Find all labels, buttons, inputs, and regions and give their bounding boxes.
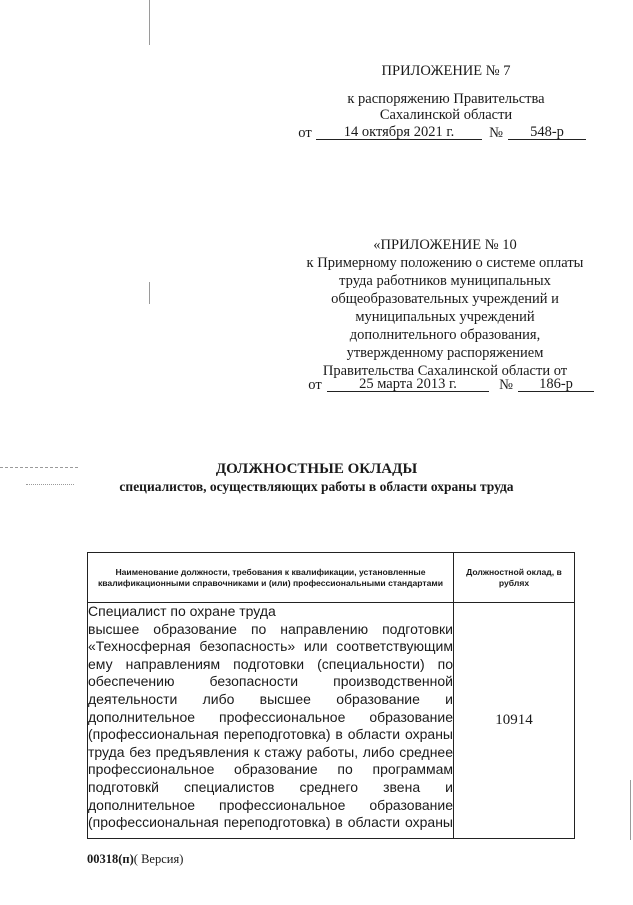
requirements-line-9: профессиональное образование по программам bbox=[88, 761, 453, 778]
requirements-line-4: обеспечению безопасности производственной bbox=[88, 673, 453, 690]
salary-value-cell bbox=[454, 603, 575, 839]
scan-artifact-line-right bbox=[630, 780, 631, 840]
requirements-line-11: дополнительное профессиональное образование bbox=[88, 796, 453, 813]
table-row bbox=[88, 603, 575, 839]
appendix10-number-underline bbox=[518, 391, 594, 392]
table-header-position bbox=[88, 553, 454, 603]
appendix10-line-7: Правительства Сахалинской области от bbox=[322, 363, 568, 379]
scan-artifact-line-top bbox=[149, 0, 150, 45]
appendix10-line-3: общеобразовательных учреждений и bbox=[331, 291, 559, 307]
appendix10-line-6: утвержденному распоряжением bbox=[346, 345, 544, 361]
appendix10-line-4: муниципальных учреждений bbox=[355, 309, 535, 325]
appendix7-from-label: от bbox=[298, 125, 312, 141]
requirements-line-3: ему направлениям подготовки (специальности) по bbox=[88, 655, 453, 672]
appendix7-number: 548-р bbox=[530, 124, 564, 140]
requirements-line-12: (профессиональная переподготовка) в области охраны bbox=[88, 814, 453, 831]
requirements-line-8: труда без предъявления к стажу работы, либо среднее bbox=[88, 743, 453, 760]
appendix10-date-underline bbox=[327, 391, 489, 392]
appendix10-date: 25 марта 2013 г. bbox=[359, 376, 457, 392]
document-title: ДОЛЖНОСТНЫЕ ОКЛАДЫ bbox=[215, 461, 418, 477]
table-header-row bbox=[88, 553, 575, 603]
footer-version: ( Версия) bbox=[133, 852, 184, 866]
appendix7-date: 14 октября 2021 г. bbox=[343, 124, 455, 140]
appendix10-line-5: дополнительного образования, bbox=[349, 327, 541, 343]
requirements-line-10: подготовкй специалистов среднего звена и bbox=[88, 778, 453, 795]
appendix7-line2: Сахалинской области bbox=[379, 107, 513, 123]
appendix10-number-label: № bbox=[499, 377, 513, 393]
appendix10-line-2: труда работников муниципальных bbox=[339, 273, 551, 289]
appendix10-from-label: от bbox=[308, 377, 322, 393]
requirements-line-2: «Техносферная безопасность» или соответствующим bbox=[88, 638, 453, 655]
document-subtitle: специалистов, осуществляющих работы в области охраны труда bbox=[119, 479, 514, 494]
requirements-line-7: (профессиональная переподготовка) в области охраны bbox=[88, 726, 453, 743]
appendix10-line-1: к Примерному положению о системе оплаты bbox=[306, 255, 584, 271]
salary-table bbox=[87, 552, 575, 839]
requirements-line-6: дополнительное профессиональное образование bbox=[88, 708, 453, 725]
salary-value: 10914 bbox=[495, 712, 533, 728]
footer-doc-code bbox=[87, 852, 183, 867]
appendix7-number-label: № bbox=[489, 125, 503, 141]
appendix10-number: 186-р bbox=[539, 376, 573, 392]
requirements-line-5: деятельности либо высшее образование и bbox=[88, 690, 453, 707]
appendix10-title: «ПРИЛОЖЕНИЕ № 10 bbox=[373, 237, 517, 253]
appendix7-date-underline bbox=[316, 139, 482, 140]
requirements-line-1: высшее образование по направлению подготовки bbox=[88, 620, 453, 637]
footer-code: 00318(п) bbox=[87, 852, 134, 866]
table-header-salary bbox=[454, 553, 575, 603]
appendix7-title: ПРИЛОЖЕНИЕ № 7 bbox=[381, 63, 511, 79]
scan-artifact-line-mid bbox=[149, 282, 150, 304]
appendix7-number-underline bbox=[508, 139, 586, 140]
position-requirements-cell bbox=[88, 603, 454, 839]
position-title: Специалист по охране труда bbox=[88, 603, 276, 619]
table-header-salary-text: Должностной оклад, в рублях bbox=[466, 567, 562, 588]
table-header-position-text: Наименование должности, требования к квалификации, установленные квалификационными справочниками и (или) профессиональными стандартами bbox=[97, 567, 444, 588]
appendix7-line1: к распоряжению Правительства bbox=[347, 91, 545, 107]
